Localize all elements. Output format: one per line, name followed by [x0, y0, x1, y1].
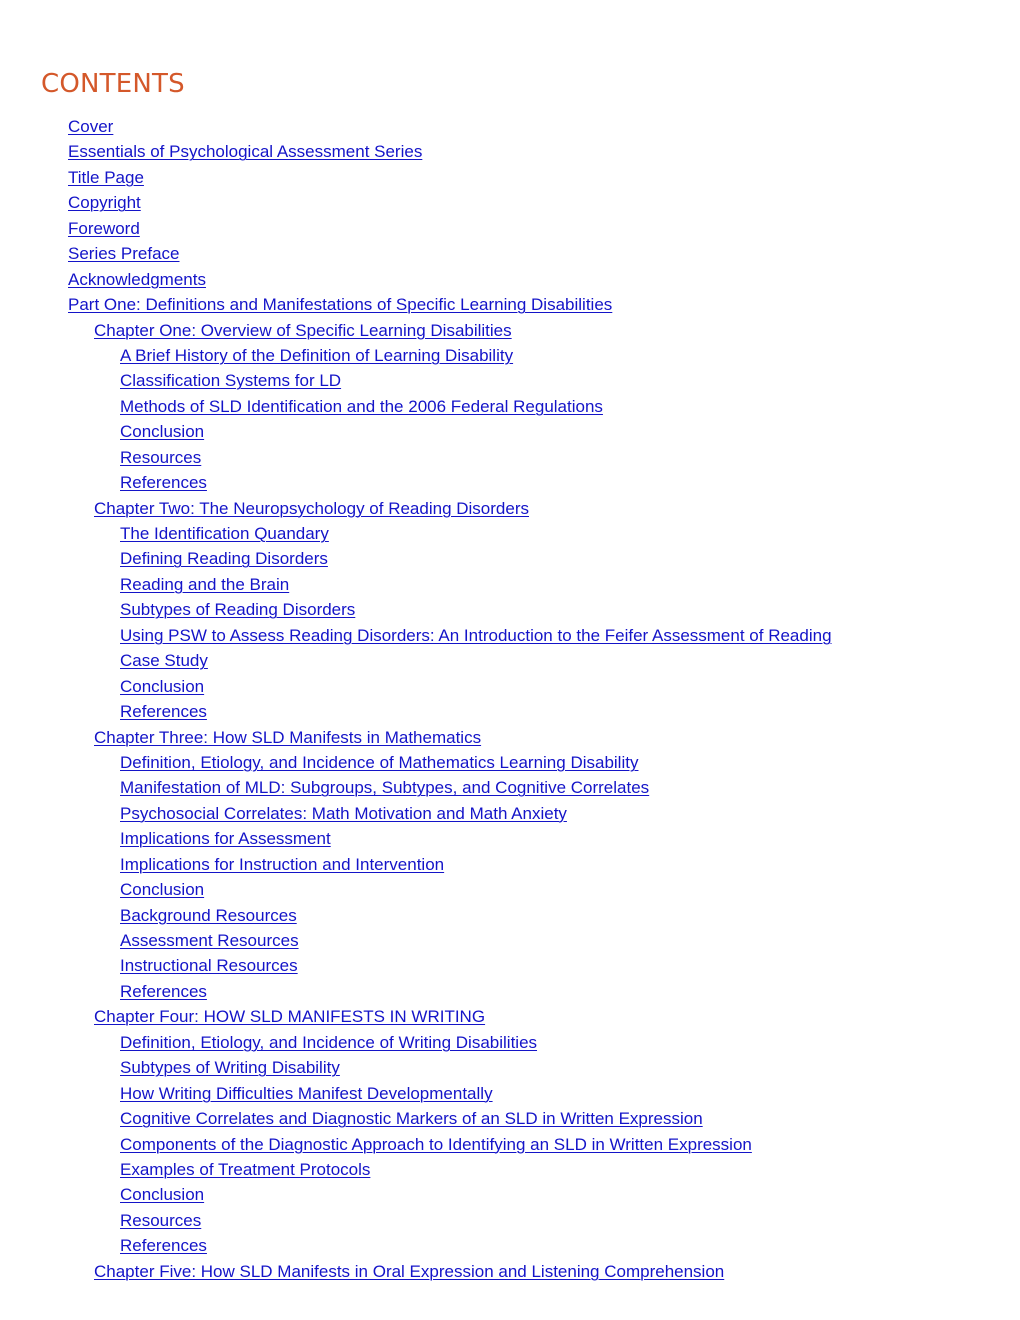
toc-link[interactable]: References	[120, 1236, 207, 1256]
toc-item	[0, 750, 1020, 775]
toc-item	[0, 572, 1020, 597]
toc-link[interactable]: Conclusion	[120, 422, 205, 442]
toc-link[interactable]: Conclusion	[120, 880, 205, 900]
toc-link[interactable]: Subtypes of Writing Disability	[120, 1058, 340, 1078]
toc-link[interactable]: A Brief History of the Definition of Learning Disability	[120, 345, 514, 365]
toc-item	[0, 1081, 1020, 1106]
toc-item	[0, 775, 1020, 800]
toc-item	[0, 241, 1020, 266]
page-title: CONTENTS	[41, 69, 185, 99]
toc-link[interactable]: References	[120, 981, 207, 1001]
toc-link[interactable]: Chapter Three: How SLD Manifests in Mathematics	[94, 727, 482, 747]
toc-item	[0, 801, 1020, 826]
toc-item	[0, 368, 1020, 393]
toc-link[interactable]: Conclusion	[120, 676, 205, 696]
toc-link[interactable]: Essentials of Psychological Assessment Series	[68, 142, 423, 162]
toc-item	[0, 648, 1020, 673]
toc-item	[0, 165, 1020, 190]
toc-item	[0, 318, 1020, 343]
toc-item	[0, 496, 1020, 521]
toc-link[interactable]: Chapter One: Overview of Specific Learning Disabilities	[94, 320, 512, 340]
toc-link[interactable]: References	[120, 702, 207, 722]
toc-item	[0, 419, 1020, 444]
toc-item	[0, 979, 1020, 1004]
toc-item	[0, 699, 1020, 724]
toc-item	[0, 1208, 1020, 1233]
toc-item	[0, 953, 1020, 978]
toc-item	[0, 1055, 1020, 1080]
toc-item	[0, 623, 1020, 648]
toc-link[interactable]: Assessment Resources	[120, 931, 299, 950]
toc-link[interactable]: Instructional Resources	[120, 956, 298, 976]
toc-item	[0, 190, 1020, 215]
toc-link[interactable]: Definition, Etiology, and Incidence of Writing Disabilities	[120, 1032, 538, 1052]
toc-link[interactable]: Title Page	[68, 167, 144, 187]
toc-item	[0, 674, 1020, 699]
toc-link[interactable]: References	[120, 473, 207, 493]
toc-link[interactable]: Implications for Instruction and Intervention	[120, 854, 445, 874]
toc-item	[0, 1182, 1020, 1207]
toc-link[interactable]: Cognitive Correlates and Diagnostic Markers of an SLD in Written Expression	[120, 1109, 703, 1129]
toc-item	[0, 521, 1020, 546]
toc-link[interactable]: Chapter Two: The Neuropsychology of Reading Disorders	[94, 498, 529, 518]
toc-link[interactable]: Manifestation of MLD: Subgroups, Subtypes, and Cognitive Correlates	[120, 778, 650, 798]
toc-item	[0, 394, 1020, 419]
toc-link[interactable]: Methods of SLD Identification and the 2006 Federal Regulations	[120, 396, 603, 416]
toc-link[interactable]: Implications for Assessment	[120, 829, 331, 849]
toc-item	[0, 903, 1020, 928]
toc-link[interactable]: Resources	[120, 447, 202, 467]
toc-item	[0, 546, 1020, 571]
toc-link[interactable]: Components of the Diagnostic Approach to Identifying an SLD in Written Expression	[120, 1134, 752, 1154]
toc-link[interactable]: Definition, Etiology, and Incidence of Mathematics Learning Disability	[120, 752, 639, 772]
toc-link[interactable]: Psychosocial Correlates: Math Motivation and Math Anxiety	[120, 803, 567, 823]
toc-link[interactable]: Chapter Four: HOW SLD MANIFESTS IN WRITING	[94, 1007, 486, 1027]
toc-link[interactable]: Acknowledgments	[68, 269, 206, 289]
toc-item	[0, 852, 1020, 877]
toc-item	[0, 470, 1020, 495]
toc-item	[0, 928, 1020, 953]
toc-item	[0, 1030, 1020, 1055]
toc-link[interactable]: Copyright	[68, 193, 141, 213]
toc-link[interactable]: Conclusion	[120, 1185, 205, 1205]
toc-link[interactable]: Examples of Treatment Protocols	[120, 1159, 371, 1179]
toc-item	[0, 1233, 1020, 1258]
toc-item	[0, 1259, 1020, 1284]
toc-link[interactable]: Part One: Definitions and Manifestations of Specific Learning Disabilities	[68, 295, 613, 315]
toc-item	[0, 725, 1020, 750]
toc-link[interactable]: Reading and the Brain	[120, 574, 290, 594]
toc-item	[0, 826, 1020, 851]
toc-item	[0, 1106, 1020, 1131]
toc-link[interactable]: How Writing Difficulties Manifest Developmentally	[120, 1083, 493, 1103]
toc-item	[0, 139, 1020, 164]
table-of-contents	[0, 114, 1020, 1284]
toc-item	[0, 114, 1020, 139]
toc-link[interactable]: Classification Systems for LD	[120, 371, 342, 391]
toc-item	[0, 292, 1020, 317]
toc-link[interactable]: Defining Reading Disorders	[120, 549, 328, 569]
toc-item	[0, 1157, 1020, 1182]
toc-link[interactable]: Case Study	[120, 651, 208, 671]
toc-item	[0, 1132, 1020, 1157]
toc-link[interactable]: Subtypes of Reading Disorders	[120, 600, 356, 620]
toc-link[interactable]: Cover	[68, 117, 114, 136]
toc-item	[0, 597, 1020, 622]
toc-link[interactable]: Chapter Five: How SLD Manifests in Oral Expression and Listening Comprehension	[94, 1261, 725, 1281]
toc-item	[0, 445, 1020, 470]
toc-item	[0, 877, 1020, 902]
toc-link[interactable]: Series Preface	[68, 244, 180, 264]
toc-item	[0, 216, 1020, 241]
toc-link[interactable]: Foreword	[68, 218, 140, 238]
toc-link[interactable]: Using PSW to Assess Reading Disorders: An Introduction to the Feifer Assessment of Reading	[120, 625, 832, 645]
toc-item	[0, 1004, 1020, 1029]
toc-link[interactable]: The Identification Quandary	[120, 524, 329, 543]
toc-link[interactable]: Resources	[120, 1210, 202, 1230]
toc-link[interactable]: Background Resources	[120, 905, 297, 925]
toc-item	[0, 343, 1020, 368]
toc-item	[0, 267, 1020, 292]
